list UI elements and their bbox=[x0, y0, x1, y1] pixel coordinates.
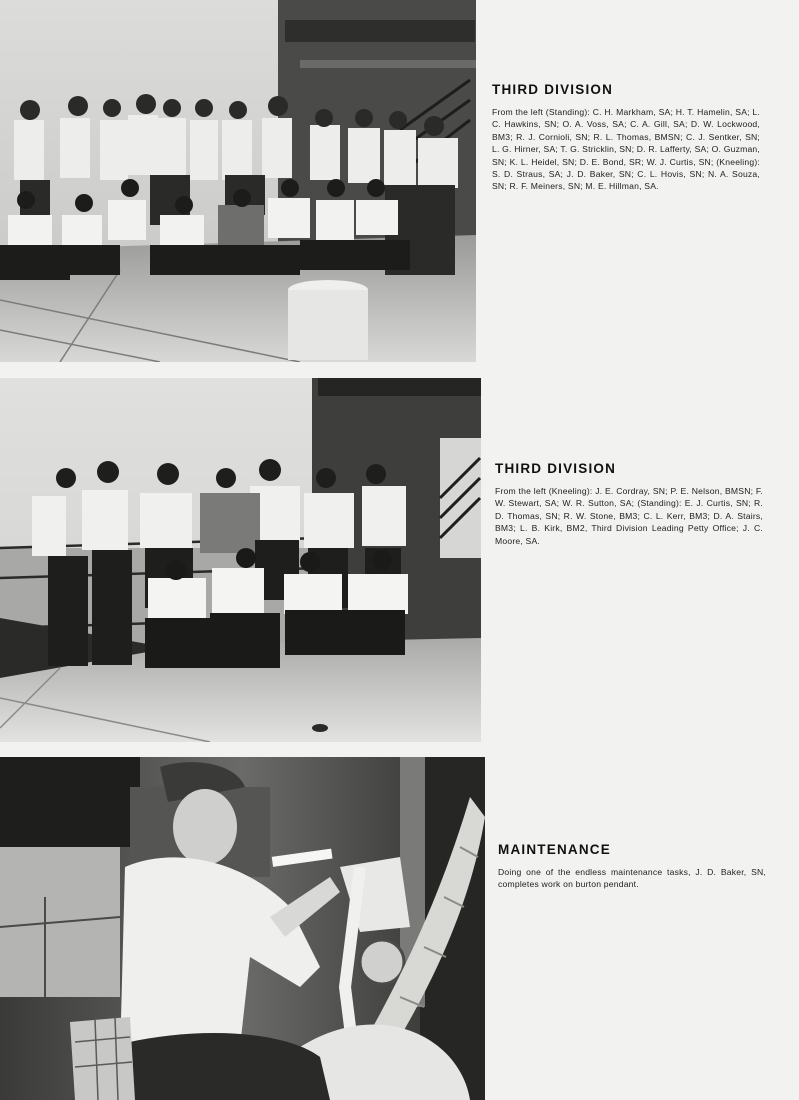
section-heading: MAINTENANCE bbox=[498, 842, 611, 857]
photo-3-image bbox=[0, 757, 485, 1100]
section-caption-text: Doing one of the endless maintenance tasks, J. D. Baker, SN, completes work on burton pendant. bbox=[498, 867, 766, 890]
photo-third-division-group-1 bbox=[0, 0, 476, 362]
section-caption-text: From the left (Standing): C. H. Markham, SA; H. T. Hamelin, SA; L. C. Hawkins, SN; O. A. Voss, SA; C. A. Gill, SA; D. W. Lockwood, BM3; R. J. Cornioli, SN; R. L. Thomas, BMSN; C. J. Sentker, SN; L. G. Hirner, SA; T. G. Stricklin, SN; D. R. Lafferty, SA; O. Guzman, SN; K. L. Heidel, SN; D. E. Bond, SR; W. J. Curtis, SN; (Kneeling): S. D. Straus, SA; J. D. Baker, SN; C. L. Hovis, SN; N. A. Souza, SN; R. F. Meiners, SN; M. E. Hillman, SA. bbox=[492, 107, 760, 192]
photo-third-division-group-2 bbox=[0, 378, 481, 742]
photo-1-image bbox=[0, 0, 476, 362]
section-heading: THIRD DIVISION bbox=[492, 82, 614, 97]
section-caption-text: From the left (Kneeling): J. E. Cordray, SN; P. E. Nelson, BMSN; F. W. Stewart, SA; W. R. Sutton, SA; (Standing): E. J. Curtis, SN; R. D. Thomas, SN; R. W. Stone, BM3; C. L. Kerr, BM3; D. A. Stairs, BM3; L. B. Kirk, BM2, Third Division Leading Petty Office; J. C. Moore, SA. bbox=[495, 486, 763, 546]
caption-third-division-1 bbox=[492, 82, 760, 193]
section-heading: THIRD DIVISION bbox=[495, 461, 617, 476]
caption-maintenance bbox=[498, 842, 766, 891]
photo-2-image bbox=[0, 378, 481, 742]
photo-maintenance bbox=[0, 757, 485, 1100]
caption-third-division-2 bbox=[495, 461, 763, 547]
